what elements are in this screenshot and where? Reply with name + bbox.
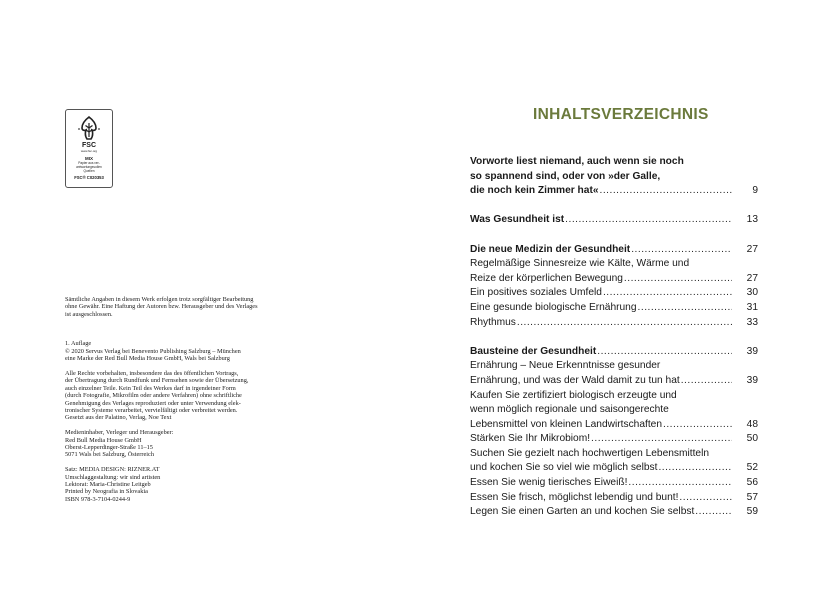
dot-leader <box>657 461 732 476</box>
toc-entry[interactable] <box>470 476 758 491</box>
publisher-line: Medieninhaber, Verleger und Herausgeber: <box>65 429 174 437</box>
disclaimer-line: ohne Gewähr. Eine Haftung der Autoren bzw. Herausgeber und des Verlages <box>65 303 258 311</box>
publisher-line: Oberst-Lepperdinger-Straße 11–15 <box>65 444 153 452</box>
toc-entry[interactable] <box>470 505 758 520</box>
page-number: 52 <box>746 462 758 474</box>
toc-entry-line: Ernährung – Neue Erkenntnisse gesunder <box>470 360 661 372</box>
page-number: 27 <box>746 243 758 255</box>
page-number: 9 <box>752 185 758 197</box>
table-of-contents <box>470 155 758 520</box>
toc-entry[interactable] <box>470 272 758 287</box>
rights-line: (durch Fotografie, Mikrofilm oder andere Verfahren) ohne schriftliche <box>65 392 242 400</box>
credits-line: Umschlaggestaltung: wir sind artisten <box>65 473 161 481</box>
credits-line: ISBN 978-3-7104-0244-9 <box>65 495 131 503</box>
toc-entry-title: Stärken Sie Ihr Mikrobiom! <box>470 433 591 445</box>
toc-entry-title: Lebensmittel von kleinen Landwirtschaften <box>470 418 662 430</box>
credits-line: Lektorat: Maria-Christine Leitgeb <box>65 481 151 489</box>
credits-line: Satz: MEDIA DESIGN: RIZNER.AT <box>65 466 160 474</box>
toc-entry[interactable] <box>470 184 758 199</box>
fsc-tree-icon <box>76 115 102 141</box>
toc-entry-line: so spannend sind, oder von »der Galle, <box>470 170 661 182</box>
toc-entry[interactable] <box>470 461 758 476</box>
toc-entry[interactable] <box>470 286 758 301</box>
dot-leader <box>694 505 732 520</box>
toc-entry-title: Bausteine der Gesundheit <box>470 345 597 357</box>
toc-entry[interactable] <box>470 374 758 389</box>
toc-entry-title: Reize der körperlichen Bewegung <box>470 272 623 284</box>
toc-entry-title: Rhythmus <box>470 316 516 328</box>
toc-entry-title: die noch kein Zimmer hat« <box>470 185 599 197</box>
toc-entry-title: Essen Sie wenig tierisches Eiweiß! <box>470 477 628 489</box>
rights-line: tronischer Systeme verarbeitet, vervielfältigt oder verbreitet werden. <box>65 407 238 415</box>
publisher-line: Red Bull Media House GmbH <box>65 436 142 444</box>
page-number: 39 <box>746 345 758 357</box>
rights-line: der Übertragung durch Rundfunk und Fernsehen sowie der Übersetzung, <box>65 377 249 385</box>
page-number: 13 <box>746 214 758 226</box>
toc-entry[interactable] <box>470 316 758 331</box>
disclaimer-line: Sämtliche Angaben in diesem Werk erfolgen trotz sorgfältiger Bearbeitung <box>65 296 254 303</box>
dot-leader <box>623 272 732 287</box>
toc-entry-title: Eine gesunde biologische Ernährung <box>470 301 637 313</box>
toc-entry-line: Kaufen Sie zertifiziert biologisch erzeugte und <box>470 389 677 401</box>
dot-leader <box>662 418 732 433</box>
page-number: 59 <box>746 506 758 518</box>
page-number: 56 <box>746 477 758 489</box>
toc-entry-title: Ernährung, und was der Wald damit zu tun hat <box>470 374 680 386</box>
edition-line: © 2020 Servus Verlag bei Benevento Publishing Salzburg – München <box>65 347 241 355</box>
toc-entry-title: Legen Sie einen Garten an und kochen Sie selbst <box>470 506 695 518</box>
dot-leader <box>630 243 732 258</box>
page-number: 39 <box>746 374 758 386</box>
edition-line: 1. Auflage <box>65 340 92 348</box>
dot-leader <box>602 286 732 301</box>
page-number: 57 <box>746 491 758 503</box>
page-number: 48 <box>746 418 758 430</box>
toc-entry-title: Ein positives soziales Umfeld <box>470 287 602 299</box>
toc-entry-title: Die neue Medizin der Gesundheit <box>470 243 631 255</box>
imprint-text <box>65 296 285 503</box>
toc-entry-title: und kochen Sie so viel wie möglich selbst <box>470 462 658 474</box>
toc-entry[interactable] <box>470 213 758 228</box>
toc-entry[interactable] <box>470 418 758 433</box>
publisher-line: 5071 Wals bei Salzburg, Österreich <box>65 451 154 459</box>
page-number: 33 <box>746 316 758 328</box>
page-number: 30 <box>746 287 758 299</box>
credits-line: Printed by Neografia in Slovakia <box>65 488 148 496</box>
fsc-brand: FSC <box>82 142 96 149</box>
fsc-code: FSC® C020353 <box>74 175 104 181</box>
toc-entry[interactable] <box>470 243 758 258</box>
toc-entry[interactable] <box>470 345 758 360</box>
toc-entry-line: Suchen Sie gezielt nach hochwertigen Lebensmitteln <box>470 447 709 459</box>
fsc-paper-text: Papier aus ver- antwortungsvollen Quellen <box>76 161 102 173</box>
disclaimer-line: ist ausgeschlossen. <box>65 310 113 318</box>
page-number: 31 <box>746 301 758 313</box>
fsc-logo <box>65 109 113 188</box>
dot-leader <box>596 345 732 360</box>
toc-entry[interactable] <box>470 491 758 506</box>
toc-entry-line: Regelmäßige Sinnesreize wie Kälte, Wärme und <box>470 258 690 270</box>
dot-leader <box>516 316 732 331</box>
rights-line: Genehmigung des Verlages reproduziert oder unter Verwendung elek- <box>65 399 241 407</box>
edition-line: eine Marke der Red Bull Media House GmbH, Wals bei Salzburg <box>65 355 230 363</box>
dot-leader <box>637 301 732 316</box>
dot-leader <box>680 374 732 389</box>
dot-leader <box>627 476 732 491</box>
dot-leader <box>564 213 732 228</box>
toc-entry[interactable] <box>470 301 758 316</box>
fsc-site: www.fsc.org <box>80 149 98 153</box>
rights-line: auch einzelner Teile. Kein Teil des Werkes darf in irgendeiner Form <box>65 384 236 392</box>
page-number: 27 <box>746 272 758 284</box>
toc-title: INHALTSVERZEICHNIS <box>533 106 709 123</box>
toc-entry-title: Essen Sie frisch, möglichst lebendig und bunt! <box>470 491 679 503</box>
dot-leader <box>678 491 732 506</box>
toc-entry-line: wenn möglich regionale und saisongerechte <box>470 404 669 416</box>
dot-leader <box>590 432 732 447</box>
fsc-mix-label: MIX <box>84 156 93 161</box>
dot-leader <box>599 184 732 199</box>
page-number: 50 <box>746 433 758 445</box>
rights-line: Alle Rechte vorbehalten, insbesondere das des öffentlichen Vortrags, <box>65 370 239 377</box>
toc-entry-line: Vorworte liest niemand, auch wenn sie noch <box>470 156 684 167</box>
rights-line: Gesetzt aus der Palatino, Verlag, Noe Text <box>65 414 172 422</box>
toc-entry-title: Was Gesundheit ist <box>470 214 565 226</box>
toc-entry[interactable] <box>470 432 758 447</box>
